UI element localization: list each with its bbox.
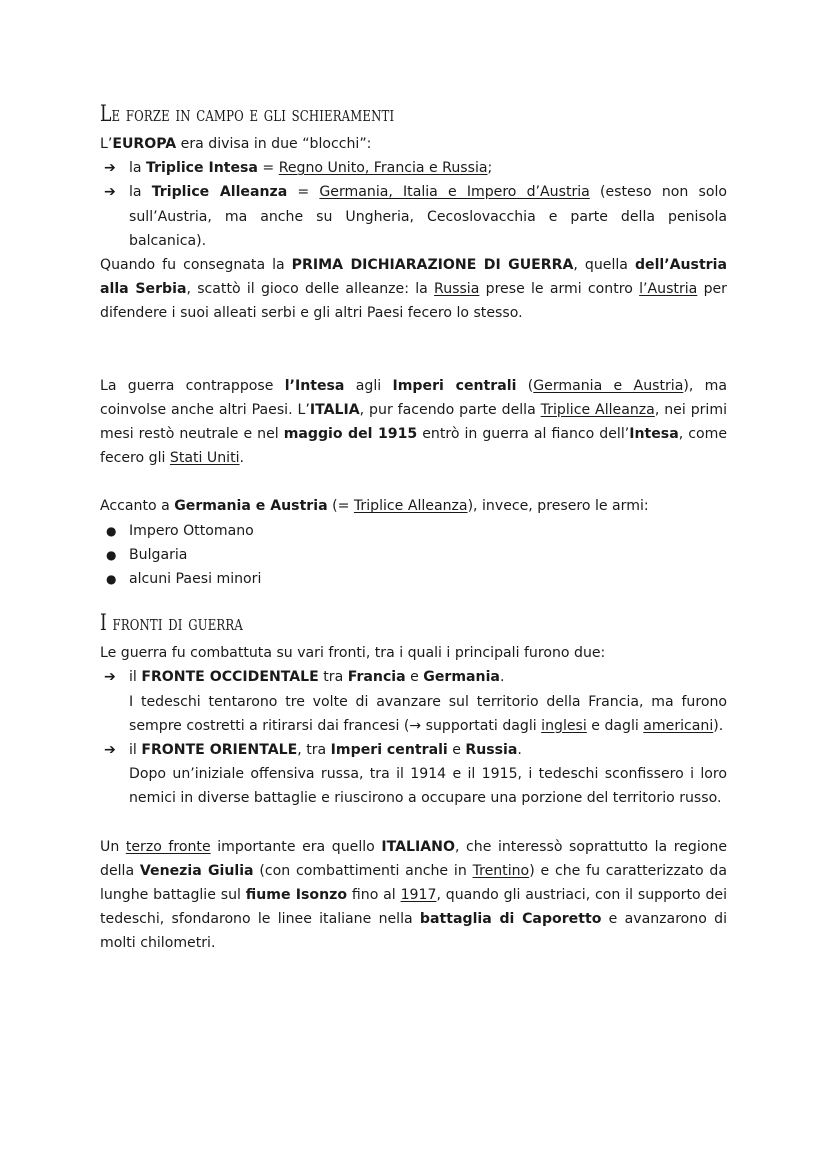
fronte-description: I tedeschi tentarono tre volte di avanzare sul territorio della Francia, ma furono sempre costretti a ritirarsi dai francesi (→ supportati dagli inglesi e dagli americani). — [129, 693, 727, 734]
paragraph-alleati: Accanto a Germania e Austria (= Triplice Alleanza), invece, presero le armi: — [100, 498, 649, 515]
arrow-bullet-icon: ➔ — [104, 669, 116, 686]
arrow-bullet-icon: ➔ — [104, 160, 116, 177]
fronte-description: Dopo un’iniziale offensiva russa, tra il 1914 e il 1915, i tedeschi sconfissero i loro nemici in diverse battaglie e riuscirono a occupare una porzione del territorio russo. — [129, 766, 727, 807]
list-item: ● Impero Ottomano — [100, 519, 727, 543]
dot-bullet-icon: ● — [106, 547, 117, 562]
intro-paragraph: Le guerra fu combattuta su vari fronti, tra i quali i principali furono due: — [100, 645, 606, 662]
section-fronti — [100, 609, 727, 955]
dot-bullet-icon: ● — [106, 572, 117, 587]
fronti-list — [100, 665, 727, 810]
list-item-fronte-occidentale: ➔ il FRONTE OCCIDENTALE tra Francia e Germania. I tedeschi tentarono tre volte di avanzare sul territorio della Francia, ma furono sempre costretti a ritirarsi dai francesi (→ supportati dagli inglesi e dagli americani). — [100, 665, 727, 738]
section-title: Le forze in campo e gli schieramenti — [100, 102, 395, 127]
intro-paragraph: L’EUROPA era divisa in due “blocchi”: — [100, 136, 372, 152]
list-item-fronte-orientale: ➔ il FRONTE ORIENTALE, tra Imperi centrali e Russia. Dopo un’iniziale offensiva russa, tra il 1914 e il 1915, i tedeschi sconfissero i loro nemici in diverse battaglie e riuscirono a occupare una porzione del territorio russo. — [100, 738, 727, 811]
list-item-triplice-intesa: ➔ la Triplice Intesa = Regno Unito, Francia e Russia; — [100, 156, 727, 180]
paragraph-fronte-italiano: Un terzo fronte importante era quello ITALIANO, che interessò soprattutto la regione della Venezia Giulia (con combattimenti anche in Trentino) e che fu caratterizzato da lunghe battaglie sul fiume Isonzo fino al 1917, quando gli austriaci, con il supporto dei tedeschi, sfondarono le linee italiane nella battaglia di Caporetto e avanzarono di molti chilometri. — [100, 838, 728, 952]
alleati-list — [100, 519, 727, 592]
dot-bullet-icon: ● — [106, 523, 117, 538]
section-schieramenti — [100, 100, 727, 591]
blocchi-list — [100, 156, 727, 253]
paragraph-dichiarazione: Quando fu consegnata la PRIMA DICHIARAZIONE DI GUERRA, quella dell’Austria alla Serbia, scattò il gioco delle alleanze: la Russia prese le armi contro l’Austria per difendere i suoi alleati serbi e gli altri Paesi fecero lo stesso. — [100, 257, 727, 322]
section-title: I fronti di guerra — [100, 611, 243, 637]
paragraph-contrapposizione: La guerra contrappose l’Intesa agli Imperi centrali (Germania e Austria), ma coinvolse anche altri Paesi. L’ITALIA, pur facendo parte della Triplice Alleanza, nei primi mesi restò neutrale e nel maggio del 1915 entrò in guerra al fianco dell’Intesa, come fecero gli Stati Uniti. — [100, 377, 728, 467]
arrow-bullet-icon: ➔ — [104, 742, 116, 759]
list-item-triplice-alleanza: ➔ la Triplice Alleanza = Germania, Italia e Impero d’Austria (esteso non solo sull’Austria, ma anche su Ungheria, Cecoslovacchia e parte della penisola balcanica). — [100, 180, 727, 253]
list-item: ● alcuni Paesi minori — [100, 567, 727, 591]
list-item: ● Bulgaria — [100, 543, 727, 567]
arrow-bullet-icon: ➔ — [104, 184, 116, 201]
